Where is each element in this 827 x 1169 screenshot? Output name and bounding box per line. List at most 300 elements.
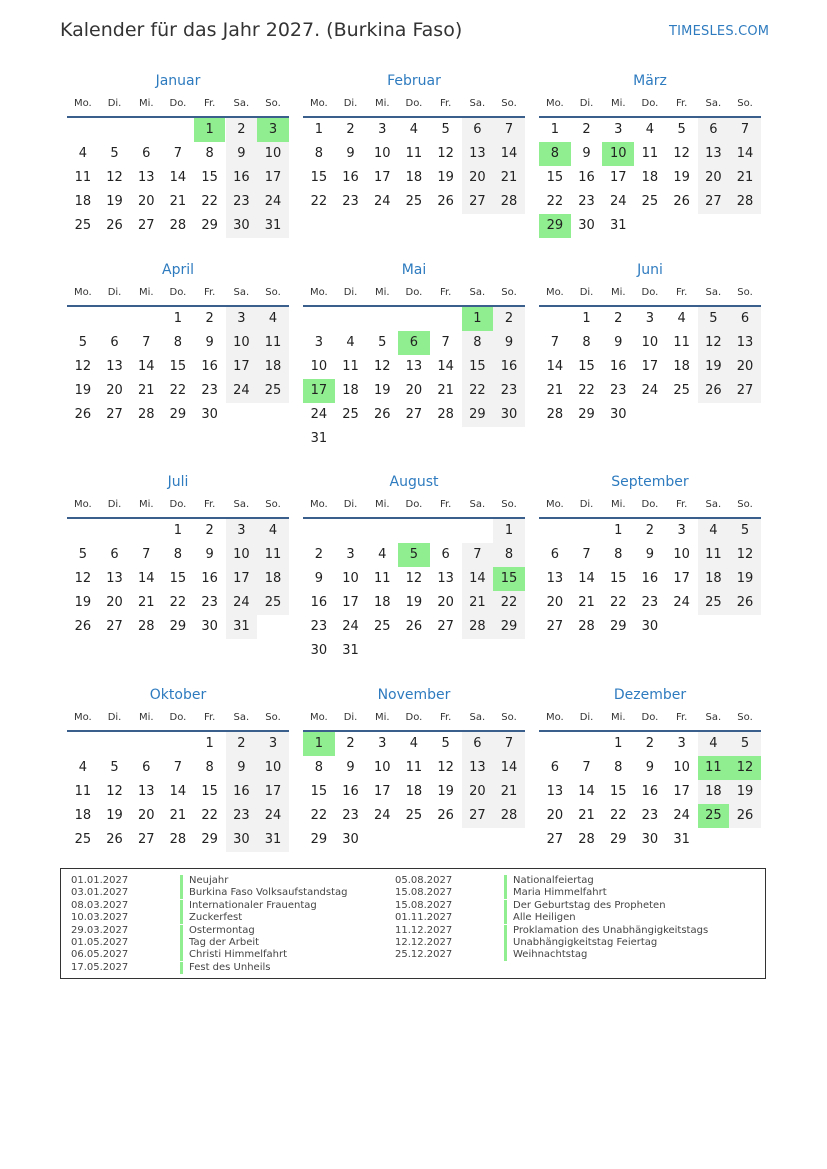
day-cell: 18 — [405, 784, 423, 799]
day-cell: 19 — [106, 808, 123, 823]
day-cell: 31 — [226, 615, 258, 639]
day-cell: 6 — [550, 760, 559, 775]
day-cell: 28 — [493, 190, 525, 214]
legend-date: 11.12.2027 — [395, 924, 453, 936]
day-cell: 2 — [346, 736, 355, 751]
legend-holiday-name: Burkina Faso Volksaufstandstag — [180, 887, 348, 899]
day-cell: 29 — [578, 407, 595, 422]
day-cell: 10 — [257, 756, 289, 780]
month-title: März — [633, 73, 667, 89]
day-cell: 6 — [441, 547, 450, 562]
day-cell: 24 — [257, 804, 289, 828]
day-cell: 24 — [226, 591, 258, 615]
legend-holiday-name: Der Geburtstag des Propheten — [504, 900, 666, 912]
day-cell: 11 — [257, 543, 289, 567]
day-cell: 18 — [74, 194, 92, 209]
day-cell: 5 — [441, 122, 450, 137]
day-cell: 7 — [493, 118, 525, 142]
day-cell: 8 — [614, 760, 623, 775]
day-cell: 16 — [342, 170, 359, 185]
legend-date: 12.12.2027 — [395, 937, 453, 948]
day-cell: 16 — [226, 780, 258, 804]
day-cell: 17 — [373, 170, 391, 185]
month-divider — [303, 517, 525, 519]
day-cell: 30 — [609, 407, 627, 422]
day-cell: 14 — [578, 571, 595, 586]
day-cell: 17 — [609, 170, 627, 185]
day-cell: 20 — [405, 383, 423, 398]
day-cell: 27 — [546, 619, 564, 634]
day-cell: 2 — [226, 732, 258, 756]
day-cell: 3 — [378, 122, 387, 137]
day-cell: 23 — [201, 383, 218, 398]
day-cell: 17 — [257, 166, 289, 190]
legend-holiday-name: Zuckerfest — [180, 912, 242, 924]
day-cell: 21 — [437, 383, 454, 398]
holiday-day-cell: 29 — [539, 214, 571, 238]
day-cell: 11 — [673, 335, 690, 350]
day-cell: 12 — [437, 760, 454, 775]
weekday-header: So. — [737, 287, 753, 298]
day-cell: 29 — [609, 619, 627, 634]
day-cell: 11 — [698, 543, 730, 567]
day-cell: 8 — [205, 760, 214, 775]
day-cell: 23 — [493, 379, 525, 403]
weekday-header: Mi. — [374, 499, 390, 510]
day-cell: 22 — [546, 194, 564, 209]
day-cell: 30 — [226, 214, 258, 238]
day-cell: 31 — [609, 218, 627, 233]
legend-date: 01.01.2027 — [71, 875, 129, 886]
day-cell: 19 — [698, 355, 730, 379]
day-cell: 23 — [342, 194, 359, 209]
day-cell: 20 — [729, 355, 761, 379]
day-cell: 25 — [74, 218, 92, 233]
weekday-header: Di. — [107, 712, 122, 723]
day-cell: 4 — [257, 519, 289, 543]
day-cell: 20 — [462, 166, 494, 190]
day-cell: 5 — [110, 760, 119, 775]
day-cell: 2 — [493, 307, 525, 331]
holiday-day-cell: 1 — [194, 118, 226, 142]
day-cell: 13 — [106, 359, 123, 374]
weekday-header: Fr. — [439, 287, 452, 298]
day-cell: 28 — [546, 407, 564, 422]
day-cell: 25 — [257, 379, 289, 403]
day-cell: 15 — [169, 571, 187, 586]
day-cell: 9 — [205, 547, 214, 562]
month-title: Dezember — [613, 687, 687, 703]
day-cell: 21 — [578, 595, 595, 610]
day-cell: 3 — [226, 307, 258, 331]
day-cell: 23 — [226, 190, 258, 214]
legend-date: 01.11.2027 — [395, 912, 453, 924]
day-cell: 26 — [74, 619, 92, 634]
day-cell: 27 — [729, 379, 761, 403]
day-cell: 3 — [378, 736, 387, 751]
day-cell: 22 — [493, 591, 525, 615]
day-cell: 16 — [578, 170, 595, 185]
day-cell: 8 — [205, 146, 214, 161]
weekday-header: Di. — [343, 712, 358, 723]
day-cell: 21 — [493, 166, 525, 190]
day-cell: 28 — [729, 190, 761, 214]
legend-holiday-name: Fest des Unheils — [180, 962, 270, 974]
holiday-day-cell: 1 — [303, 732, 335, 756]
day-cell: 9 — [582, 146, 591, 161]
day-cell: 13 — [137, 784, 155, 799]
day-cell: 8 — [314, 146, 323, 161]
day-cell: 2 — [205, 523, 214, 538]
day-cell: 17 — [641, 359, 659, 374]
day-cell: 29 — [201, 218, 218, 233]
day-cell: 7 — [493, 732, 525, 756]
day-cell: 4 — [645, 122, 655, 137]
day-cell: 1 — [550, 122, 559, 137]
weekday-header: Di. — [107, 98, 122, 109]
weekday-header: Fr. — [439, 98, 452, 109]
weekday-header: Do. — [405, 499, 423, 510]
day-cell: 24 — [226, 379, 258, 403]
month-title: April — [162, 262, 194, 278]
holiday-day-cell: 1 — [462, 307, 494, 331]
day-cell: 30 — [226, 828, 258, 852]
weekday-header: Mo. — [545, 287, 564, 298]
day-cell: 7 — [550, 335, 559, 350]
weekday-header: Do. — [405, 287, 423, 298]
day-cell: 8 — [173, 335, 183, 350]
day-cell: 12 — [437, 146, 454, 161]
weekday-header: So. — [737, 712, 753, 723]
weekday-header: Di. — [107, 499, 122, 510]
day-cell: 17 — [673, 571, 690, 586]
day-cell: 14 — [137, 359, 155, 374]
weekday-header: Do. — [169, 287, 187, 298]
day-cell: 27 — [462, 804, 494, 828]
legend-date: 25.12.2027 — [395, 949, 453, 961]
day-cell: 25 — [698, 591, 730, 615]
day-cell: 13 — [729, 331, 761, 355]
day-cell: 5 — [378, 335, 387, 350]
day-cell: 29 — [493, 615, 525, 639]
day-cell: 27 — [546, 832, 564, 847]
brand-link[interactable]: TIMESLES.COM — [669, 24, 770, 39]
day-cell: 14 — [437, 359, 454, 374]
weekday-header: Sa. — [469, 98, 486, 109]
day-cell: 3 — [314, 335, 323, 350]
day-cell: 28 — [169, 832, 187, 847]
day-cell: 20 — [137, 194, 155, 209]
day-cell: 23 — [310, 619, 328, 634]
weekday-header: Sa. — [233, 98, 250, 109]
day-cell: 6 — [550, 547, 559, 562]
day-cell: 6 — [729, 307, 761, 331]
day-cell: 29 — [169, 619, 187, 634]
weekday-header: Sa. — [469, 287, 486, 298]
day-cell: 29 — [310, 832, 328, 847]
day-cell: 4 — [78, 146, 87, 161]
holiday-day-cell: 3 — [257, 118, 289, 142]
day-cell: 10 — [641, 335, 659, 350]
day-cell: 26 — [106, 218, 123, 233]
weekday-header: Sa. — [705, 499, 722, 510]
holiday-day-cell: 12 — [729, 756, 761, 780]
day-cell: 12 — [405, 571, 423, 586]
weekday-header: Sa. — [233, 287, 250, 298]
day-cell: 10 — [226, 543, 258, 567]
day-cell: 4 — [698, 519, 730, 543]
day-cell: 9 — [314, 571, 323, 586]
day-cell: 12 — [373, 359, 391, 374]
day-cell: 23 — [641, 595, 659, 610]
legend-date: 05.08.2027 — [395, 875, 453, 886]
day-cell: 12 — [698, 331, 730, 355]
weekday-header: Di. — [107, 287, 122, 298]
holiday-day-cell: 5 — [398, 543, 430, 567]
day-cell: 16 — [641, 571, 659, 586]
day-cell: 28 — [137, 407, 155, 422]
day-cell: 26 — [673, 194, 690, 209]
day-cell: 13 — [698, 142, 730, 166]
day-cell: 13 — [462, 756, 494, 780]
day-cell: 27 — [106, 619, 123, 634]
day-cell: 12 — [106, 170, 123, 185]
day-cell: 7 — [142, 335, 151, 350]
day-cell: 10 — [310, 359, 328, 374]
weekday-header: So. — [501, 499, 517, 510]
day-cell: 24 — [373, 194, 391, 209]
day-cell: 1 — [614, 523, 623, 538]
day-cell: 16 — [342, 784, 359, 799]
day-cell: 20 — [106, 383, 123, 398]
day-cell: 27 — [437, 619, 454, 634]
day-cell: 7 — [582, 547, 591, 562]
holiday-legend — [60, 868, 766, 979]
day-cell: 11 — [74, 170, 92, 185]
day-cell: 28 — [493, 804, 525, 828]
day-cell: 13 — [546, 784, 564, 799]
day-cell: 27 — [137, 218, 155, 233]
day-cell: 26 — [405, 619, 423, 634]
day-cell: 6 — [462, 732, 494, 756]
day-cell: 15 — [310, 170, 328, 185]
day-cell: 19 — [437, 784, 454, 799]
month-title: Januar — [155, 73, 201, 89]
weekday-header: Do. — [405, 712, 423, 723]
day-cell: 20 — [462, 780, 494, 804]
day-cell: 19 — [106, 194, 123, 209]
weekday-header: Sa. — [469, 712, 486, 723]
day-cell: 23 — [342, 808, 359, 823]
day-cell: 24 — [641, 383, 659, 398]
day-cell: 10 — [342, 571, 359, 586]
day-cell: 14 — [493, 142, 525, 166]
day-cell: 27 — [698, 190, 730, 214]
weekday-header: Do. — [405, 98, 423, 109]
weekday-header: Mo. — [309, 499, 328, 510]
weekday-header: So. — [501, 712, 517, 723]
day-cell: 25 — [74, 832, 92, 847]
day-cell: 3 — [257, 732, 289, 756]
day-cell: 26 — [74, 407, 92, 422]
day-cell: 27 — [106, 407, 123, 422]
legend-holiday-name: Alle Heiligen — [504, 912, 576, 924]
day-cell: 20 — [698, 166, 730, 190]
holiday-day-cell: 6 — [398, 331, 430, 355]
weekday-header: Do. — [641, 712, 659, 723]
holiday-day-cell: 8 — [539, 142, 571, 166]
day-cell: 28 — [462, 615, 494, 639]
weekday-header: Sa. — [705, 287, 722, 298]
day-cell: 30 — [310, 643, 328, 658]
day-cell: 4 — [698, 732, 730, 756]
day-cell: 8 — [173, 547, 183, 562]
day-cell: 15 — [462, 355, 494, 379]
day-cell: 11 — [342, 359, 359, 374]
weekday-header: Mi. — [138, 712, 154, 723]
day-cell: 6 — [698, 118, 730, 142]
day-cell: 14 — [729, 142, 761, 166]
day-cell: 25 — [641, 194, 659, 209]
day-cell: 4 — [677, 311, 686, 326]
day-cell: 20 — [437, 595, 454, 610]
day-cell: 8 — [462, 331, 494, 355]
day-cell: 20 — [546, 808, 564, 823]
day-cell: 31 — [257, 214, 289, 238]
day-cell: 25 — [257, 591, 289, 615]
day-cell: 21 — [137, 383, 155, 398]
day-cell: 5 — [78, 335, 87, 350]
weekday-header: So. — [265, 98, 281, 109]
weekday-header: Mi. — [610, 499, 626, 510]
day-cell: 21 — [546, 383, 564, 398]
weekday-header: So. — [501, 287, 517, 298]
day-cell: 18 — [342, 383, 359, 398]
day-cell: 16 — [609, 359, 627, 374]
legend-date: 15.08.2027 — [395, 899, 453, 911]
day-cell: 15 — [169, 359, 187, 374]
day-cell: 5 — [110, 146, 119, 161]
day-cell: 25 — [342, 407, 359, 422]
day-cell: 25 — [673, 383, 690, 398]
weekday-header: Di. — [343, 98, 358, 109]
weekday-header: Fr. — [439, 712, 452, 723]
day-cell: 3 — [346, 547, 355, 562]
day-cell: 26 — [729, 804, 761, 828]
day-cell: 2 — [614, 311, 623, 326]
day-cell: 21 — [137, 595, 155, 610]
day-cell: 20 — [546, 595, 564, 610]
day-cell: 15 — [310, 784, 328, 799]
day-cell: 19 — [673, 170, 690, 185]
day-cell: 19 — [405, 595, 423, 610]
day-cell: 1 — [582, 311, 591, 326]
weekday-header: Mo. — [73, 712, 92, 723]
day-cell: 24 — [342, 619, 359, 634]
holiday-day-cell: 17 — [303, 379, 335, 403]
day-cell: 23 — [226, 804, 258, 828]
day-cell: 16 — [226, 166, 258, 190]
day-cell: 9 — [205, 335, 214, 350]
legend-date: 17.05.2027 — [71, 961, 129, 973]
day-cell: 15 — [201, 784, 218, 799]
weekday-header: Mo. — [309, 712, 328, 723]
day-cell: 28 — [578, 832, 595, 847]
weekday-header: Di. — [343, 287, 358, 298]
legend-date: 08.03.2027 — [71, 899, 129, 911]
weekday-header: Di. — [343, 499, 358, 510]
day-cell: 12 — [74, 571, 92, 586]
weekday-header: Di. — [579, 712, 594, 723]
legend-date: 06.05.2027 — [71, 949, 129, 961]
day-cell: 9 — [346, 146, 355, 161]
day-cell: 14 — [546, 359, 564, 374]
day-cell: 24 — [373, 808, 391, 823]
day-cell: 30 — [641, 619, 659, 634]
day-cell: 31 — [673, 832, 690, 847]
day-cell: 2 — [582, 122, 591, 137]
day-cell: 20 — [137, 808, 155, 823]
day-cell: 6 — [142, 146, 151, 161]
day-cell: 21 — [462, 591, 494, 615]
day-cell: 7 — [142, 547, 151, 562]
weekday-header: So. — [265, 712, 281, 723]
day-cell: 3 — [677, 523, 686, 538]
weekday-header: Fr. — [675, 287, 688, 298]
day-cell: 6 — [110, 547, 119, 562]
day-cell: 28 — [437, 407, 454, 422]
day-cell: 26 — [106, 832, 123, 847]
day-cell: 23 — [609, 383, 627, 398]
weekday-header: Di. — [579, 499, 594, 510]
legend-holiday-name: Unabhängigkeitstag Feiertag — [504, 937, 657, 949]
day-cell: 19 — [437, 170, 454, 185]
day-cell: 23 — [578, 194, 595, 209]
day-cell: 31 — [310, 431, 328, 446]
day-cell: 15 — [609, 571, 627, 586]
day-cell: 10 — [373, 146, 391, 161]
day-cell: 14 — [137, 571, 155, 586]
day-cell: 4 — [378, 547, 387, 562]
day-cell: 29 — [169, 407, 187, 422]
weekday-header: Sa. — [469, 499, 486, 510]
day-cell: 11 — [405, 760, 423, 775]
day-cell: 7 — [462, 543, 494, 567]
day-cell: 11 — [641, 146, 659, 161]
day-cell: 3 — [226, 519, 258, 543]
day-cell: 9 — [645, 760, 655, 775]
day-cell: 9 — [614, 335, 623, 350]
day-cell: 22 — [169, 383, 187, 398]
day-cell: 30 — [342, 832, 359, 847]
day-cell: 21 — [169, 194, 187, 209]
day-cell: 20 — [106, 595, 123, 610]
legend-date: 10.03.2027 — [71, 912, 129, 924]
weekday-header: Mi. — [138, 98, 154, 109]
day-cell: 30 — [578, 218, 595, 233]
day-cell: 27 — [462, 190, 494, 214]
weekday-header: Do. — [169, 712, 187, 723]
day-cell: 21 — [578, 808, 595, 823]
day-cell: 5 — [729, 519, 761, 543]
day-cell: 12 — [74, 359, 92, 374]
weekday-header: Do. — [169, 98, 187, 109]
day-cell: 21 — [729, 166, 761, 190]
day-cell: 7 — [173, 760, 183, 775]
day-cell: 19 — [729, 567, 761, 591]
weekday-header: Sa. — [705, 98, 722, 109]
month-title: September — [611, 474, 689, 490]
